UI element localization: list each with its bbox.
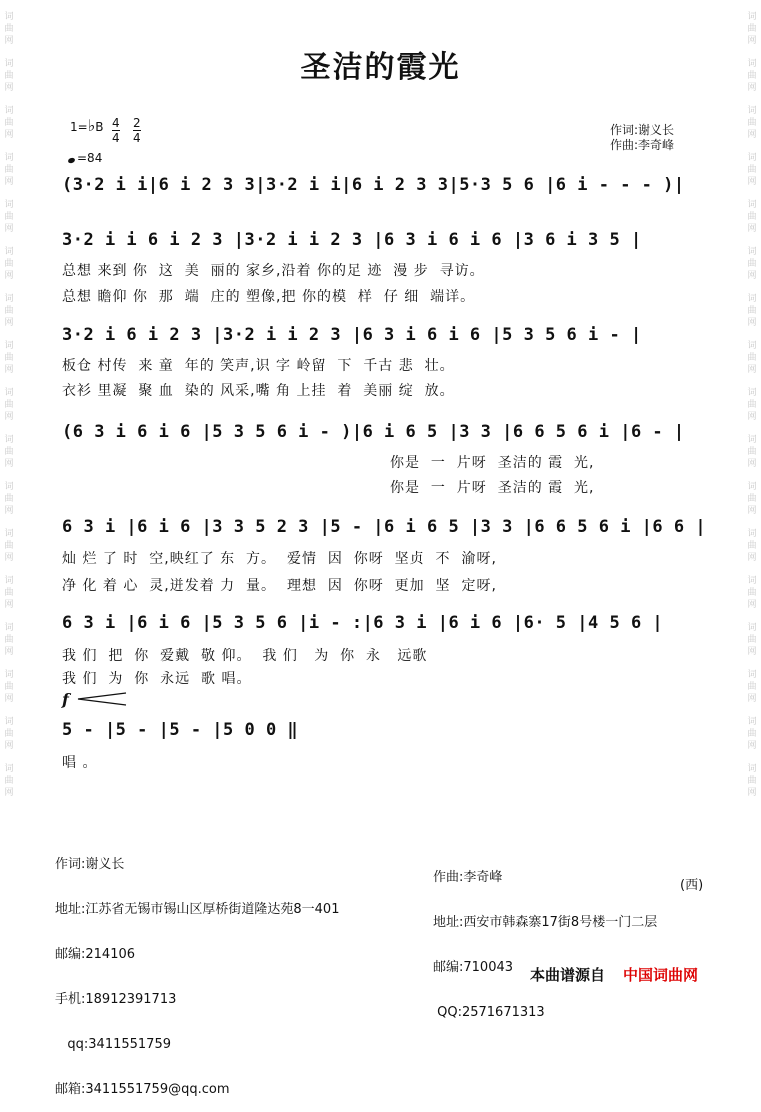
watermark-char: 网	[4, 412, 14, 422]
meter1-top: 4	[112, 116, 120, 130]
score-line-6: 6 3 i |6 i 6 |5 3 5 6 |i - :|6 3 i |6 i 6 |6· 5 |4 5 6 |	[62, 613, 664, 633]
watermark-group	[4, 105, 13, 141]
lyric-line-6: 你是 一 片呀 圣洁的 霞 光,	[390, 480, 595, 496]
watermark-char: 网	[4, 600, 14, 610]
watermark-char: 网	[4, 553, 14, 563]
watermark-group	[747, 152, 756, 188]
watermark-char: 曲	[747, 494, 757, 504]
watermark-char: 曲	[747, 635, 757, 645]
watermark-group	[4, 246, 13, 282]
header-credits	[610, 123, 674, 153]
watermark-left	[2, 0, 16, 1011]
watermark-group	[747, 387, 756, 423]
watermark-char: 网	[747, 600, 757, 610]
watermark-char: 曲	[4, 306, 14, 316]
watermark-char: 网	[747, 412, 757, 422]
watermark-group	[747, 716, 756, 752]
watermark-char: 词	[4, 200, 14, 210]
watermark-char: 曲	[747, 400, 757, 410]
watermark-char: 网	[4, 741, 14, 751]
lyric-line-8: 净 化 着 心 灵,迸发着 力 量。 理想 因 你呀 更加 坚 定呀,	[62, 578, 497, 594]
watermark-char: 曲	[747, 353, 757, 363]
watermark-char: 词	[747, 153, 757, 163]
watermark-char: 网	[747, 365, 757, 375]
lyric-line-2: 总想 瞻仰 你 那 端 庄的 塑像,把 你的模 样 仔 细 端详。	[62, 289, 476, 305]
watermark-char: 网	[4, 318, 14, 328]
song-title: 圣洁的霞光	[300, 50, 461, 85]
watermark-char: 网	[747, 741, 757, 751]
watermark-group	[747, 575, 756, 611]
watermark-char: 网	[747, 506, 757, 516]
watermark-char: 词	[4, 12, 14, 22]
watermark-char: 网	[4, 506, 14, 516]
watermark-char: 曲	[4, 400, 14, 410]
watermark-group	[4, 575, 13, 611]
tempo-value: =84	[77, 151, 103, 165]
watermark-char: 词	[747, 200, 757, 210]
watermark-group	[747, 434, 756, 470]
watermark-char: 网	[4, 365, 14, 375]
watermark-char: 网	[4, 177, 14, 187]
score-line-7: 5 - |5 - |5 - |5 0 0 ‖	[62, 720, 299, 740]
watermark-char: 词	[4, 247, 14, 257]
watermark-char: 曲	[4, 118, 14, 128]
watermark-char: 网	[747, 130, 757, 140]
watermark-group	[747, 669, 756, 705]
watermark-char: 词	[747, 59, 757, 69]
key-note: B	[95, 120, 104, 134]
watermark-char: 曲	[747, 588, 757, 598]
time-signature-1	[112, 116, 120, 145]
watermark-char: 曲	[747, 118, 757, 128]
watermark-group	[747, 622, 756, 658]
lyric-line-7: 灿 烂 了 时 空,映红了 东 方。 爱情 因 你呀 坚贞 不 渝呀,	[62, 551, 497, 567]
watermark-group	[747, 105, 756, 141]
watermark-char: 曲	[747, 212, 757, 222]
composer-contact	[433, 840, 657, 1035]
contact-left-line: 邮箱:3411551759@qq.com	[55, 1082, 230, 1097]
contact-left-line: 邮编:214106	[55, 947, 136, 962]
lyric-line-5: 你是 一 片呀 圣洁的 霞 光,	[390, 455, 595, 471]
watermark-char: 词	[747, 247, 757, 257]
watermark-group	[4, 387, 13, 423]
watermark-group	[4, 340, 13, 376]
watermark-char: 词	[747, 529, 757, 539]
watermark-char: 曲	[747, 165, 757, 175]
watermark-char: 词	[4, 59, 14, 69]
watermark-char: 词	[4, 153, 14, 163]
meter1-bottom: 4	[112, 131, 120, 145]
watermark-group	[747, 763, 756, 799]
watermark-char: 曲	[4, 259, 14, 269]
watermark-char: 网	[747, 318, 757, 328]
watermark-group	[4, 199, 13, 235]
watermark-char: 曲	[747, 682, 757, 692]
watermark-char: 网	[747, 694, 757, 704]
watermark-char: 词	[4, 576, 14, 586]
watermark-char: 词	[4, 623, 14, 633]
watermark-char: 网	[4, 83, 14, 93]
watermark-char: 网	[747, 647, 757, 657]
watermark-char: 词	[4, 341, 14, 351]
watermark-group	[4, 716, 13, 752]
meter2-bottom: 4	[133, 131, 141, 145]
watermark-char: 网	[747, 36, 757, 46]
score-line-5: 6 3 i |6 i 6 |3 3 5 2 3 |5 - |6 i 6 5 |3 3 |6 6 5 6 i |6 6 |	[62, 517, 707, 537]
watermark-char: 网	[747, 788, 757, 798]
watermark-char: 网	[4, 224, 14, 234]
score-line-4: (6 3 i 6 i 6 |5 3 5 6 i - )|6 i 6 5 |3 3 |6 6 5 6 i |6 - |	[62, 422, 685, 442]
watermark-group	[4, 293, 13, 329]
watermark-char: 词	[747, 106, 757, 116]
watermark-char: 网	[747, 459, 757, 469]
watermark-char: 词	[747, 341, 757, 351]
watermark-group	[4, 434, 13, 470]
score-line-3: 3·2 i 6 i 2 3 |3·2 i i 2 3 |6 3 i 6 i 6 |5 3 5 6 i - |	[62, 325, 642, 345]
watermark-group	[4, 622, 13, 658]
watermark-char: 曲	[747, 776, 757, 786]
contact-left-line: qq:3411551759	[55, 1037, 171, 1052]
lyric-line-11: 唱 。	[62, 755, 98, 771]
key-prefix: 1=	[70, 120, 88, 134]
watermark-char: 曲	[4, 682, 14, 692]
watermark-char: 词	[4, 482, 14, 492]
watermark-group	[4, 763, 13, 799]
time-signature-2	[133, 116, 141, 145]
watermark-group	[747, 340, 756, 376]
watermark-char: 网	[4, 694, 14, 704]
watermark-char: 曲	[4, 447, 14, 457]
flat-sign: ♭	[87, 116, 96, 135]
contact-right-line: 作曲:李奇峰	[433, 870, 503, 885]
watermark-char: 网	[747, 177, 757, 187]
watermark-char: 网	[4, 647, 14, 657]
source-site-link[interactable]: 中国词曲网	[623, 966, 699, 984]
watermark-char: 曲	[747, 541, 757, 551]
watermark-group	[747, 246, 756, 282]
watermark-char: 网	[747, 224, 757, 234]
source-credit	[530, 964, 698, 985]
dynamic-forte: f	[62, 690, 69, 709]
watermark-char: 曲	[4, 541, 14, 551]
watermark-group	[4, 152, 13, 188]
lyricist: 作词:谢义长	[610, 123, 675, 137]
composer: 作曲:李奇峰	[610, 138, 675, 152]
contact-left-line: 手机:18912391713	[55, 992, 177, 1007]
lyric-line-9: 我 们 把 你 爱戴 敬 仰。 我 们 为 你 永 远歌	[62, 648, 428, 664]
watermark-char: 网	[4, 36, 14, 46]
watermark-char: 网	[4, 130, 14, 140]
watermark-group	[4, 528, 13, 564]
watermark-char: 词	[747, 764, 757, 774]
watermark-char: 曲	[4, 635, 14, 645]
watermark-char: 曲	[747, 306, 757, 316]
watermark-char: 词	[4, 294, 14, 304]
watermark-char: 词	[747, 576, 757, 586]
lyric-line-3: 板仓 村传 来 童 年的 笑声,识 字 岭留 下 千古 悲 壮。	[62, 358, 455, 374]
watermark-group	[747, 481, 756, 517]
watermark-char: 词	[4, 529, 14, 539]
watermark-char: 曲	[4, 165, 14, 175]
watermark-char: 词	[747, 388, 757, 398]
watermark-char: 曲	[4, 24, 14, 34]
quarter-note-icon	[67, 157, 75, 164]
watermark-char: 词	[4, 106, 14, 116]
watermark-char: 曲	[747, 447, 757, 457]
watermark-char: 词	[4, 435, 14, 445]
tempo-marking	[68, 151, 102, 165]
lyric-line-1: 总想 来到 你 这 美 丽的 家乡,沿着 你的足 迹 漫 步 寻访。	[62, 263, 485, 279]
contact-right-line: QQ:2571671313	[433, 1005, 545, 1020]
key-signature	[70, 116, 103, 135]
watermark-char: 曲	[4, 353, 14, 363]
watermark-char: 词	[747, 670, 757, 680]
watermark-group	[4, 481, 13, 517]
contact-right-line: 邮编:710043	[433, 960, 514, 975]
watermark-char: 曲	[747, 259, 757, 269]
lyric-line-4: 衣衫 里凝 聚 血 染的 风采,嘴 角 上挂 着 美丽 绽 放。	[62, 383, 455, 399]
watermark-group	[747, 293, 756, 329]
watermark-char: 词	[747, 482, 757, 492]
watermark-char: 网	[747, 83, 757, 93]
watermark-char: 词	[747, 12, 757, 22]
watermark-char: 词	[4, 764, 14, 774]
watermark-right	[745, 0, 759, 1011]
contact-left-line: 作词:谢义长	[55, 857, 125, 872]
watermark-char: 网	[747, 553, 757, 563]
watermark-char: 曲	[747, 71, 757, 81]
score-line-1: (3·2 i i|6 i 2 3 3|3·2 i i|6 i 2 3 3|5·3 5 6 |6 i - - - )|	[62, 175, 685, 195]
watermark-char: 曲	[747, 729, 757, 739]
watermark-char: 曲	[747, 24, 757, 34]
watermark-group	[747, 199, 756, 235]
watermark-char: 词	[747, 623, 757, 633]
meter2-top: 2	[133, 116, 141, 130]
watermark-char: 网	[4, 459, 14, 469]
watermark-char: 网	[4, 788, 14, 798]
contact-left-line: 地址:江苏省无锡市锡山区厚桥街道隆达苑8一401	[55, 902, 340, 917]
lyricist-contact	[55, 827, 339, 1112]
watermark-char: 曲	[4, 71, 14, 81]
watermark-char: 曲	[4, 212, 14, 222]
lyric-line-10: 我 们 为 你 永远 歌 唱。	[62, 671, 252, 687]
watermark-char: 曲	[4, 729, 14, 739]
watermark-char: 曲	[4, 776, 14, 786]
score-line-2: 3·2 i i 6 i 2 3 |3·2 i i 2 3 |6 3 i 6 i 6 |3 6 i 3 5 |	[62, 230, 642, 250]
watermark-char: 词	[747, 294, 757, 304]
watermark-char: 曲	[4, 494, 14, 504]
watermark-char: 网	[747, 271, 757, 281]
region-tag: (西)	[680, 878, 704, 893]
watermark-char: 词	[4, 388, 14, 398]
contact-right-line: 地址:西安市韩森寨17街8号楼一门二层	[433, 915, 658, 930]
crescendo-icon	[76, 692, 128, 706]
watermark-char: 网	[4, 271, 14, 281]
watermark-char: 词	[4, 670, 14, 680]
watermark-group	[4, 669, 13, 705]
watermark-char: 词	[4, 717, 14, 727]
watermark-char: 曲	[4, 588, 14, 598]
watermark-char: 词	[747, 717, 757, 727]
source-label: 本曲谱源自	[530, 966, 606, 984]
watermark-group	[747, 528, 756, 564]
watermark-char: 词	[747, 435, 757, 445]
